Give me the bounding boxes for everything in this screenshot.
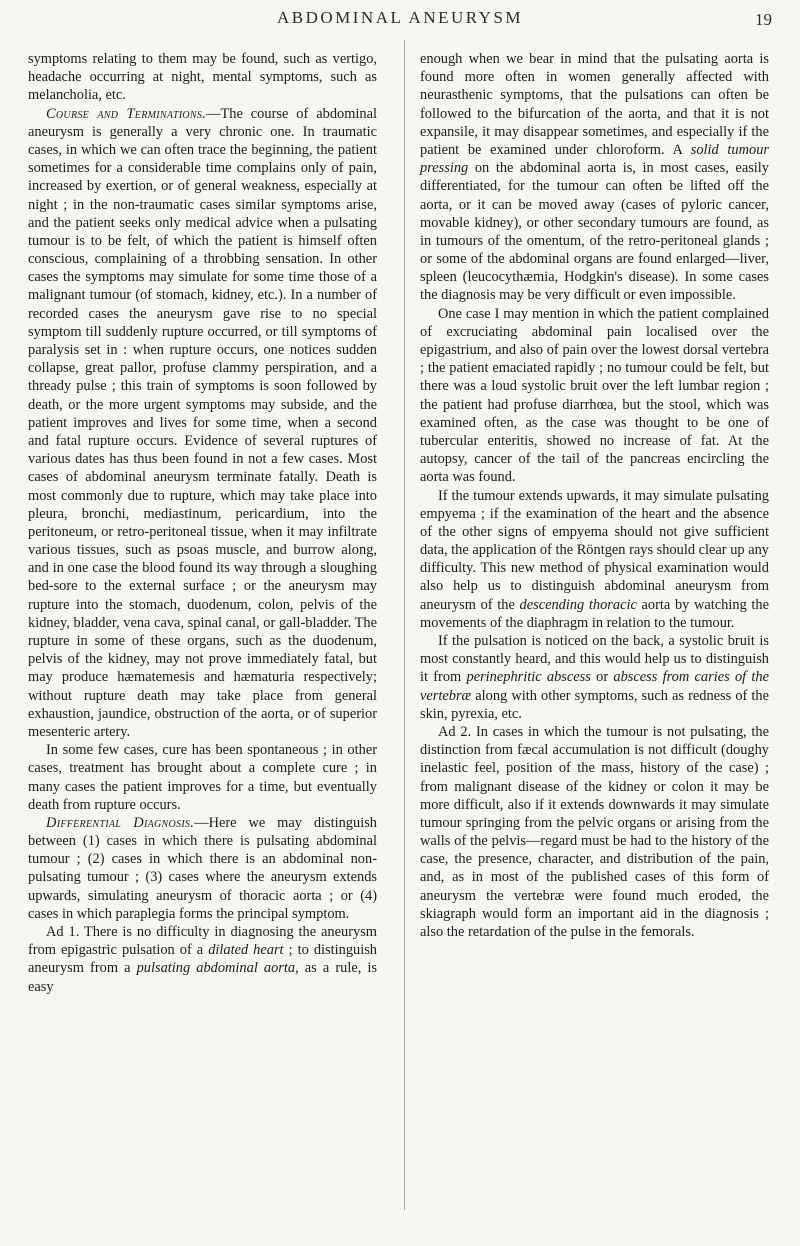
paragraph: One case I may mention in which the patient complained of excruciating abdominal pain localised over the epigastrium, and also of pain over the lowest dorsal vertebra ; the patient emaciated rapidly ; no tumour could be felt, but there was a loud systolic bruit over the left lumbar region ; the patient had profuse diarrhœa, but the stool, which was examined often, as the case was thought to be one of tubercular enteritis, showed no increase of fat. At the autopsy, cancer of the tail of the pancreas encircling the aorta was found. — [420, 305, 769, 486]
running-title: ABDOMINAL ANEURYSM — [276, 8, 524, 27]
section-heading: Differential Diagnosis. — [46, 814, 195, 831]
italic-term: abscess from caries of the vertebræ — [420, 669, 770, 704]
paragraph-text: , as a rule, is easy — [28, 960, 377, 995]
paragraph-text: —The course of abdominal aneurysm is generally a very chronic one. In traumatic cases, in which we can often trace the beginning, the patient sometimes for a considerable time complains only of pain, increased by exertion, or of general weakness, especially at night ; in the non-traumatic cases similar symptoms arise, and the patient seeks only medical advice when a pulsating tumour is to be felt, of which the patient is himself often conscious, complaining of a throbbing sensation. In other cases the symptoms may simulate for some time those of a malignant tumour (of stomach, kidney, etc.). In a number of recorded cases the aneurysm gave rise to no special symptom till suddenly rupture occurred, or till symptoms of paralysis set in : when rupture occurs, one notices sudden collapse, great pallor, profuse clammy perspiration, and a thready pulse ; this train of symptoms is soon followed by death, or the more urgent symptoms may subside, and the patient improves and lives for some time, when a second and fatal rupture occurs. Evidence of several ruptures of various dates has thus been found in not a few cases. Most cases of abdominal aneurysm terminate fatally. Death is most commonly due to rupture, which may take place into pleura, bronchi, mediastinum, pericardium, into the peritoneum, or retro-peritoneal tissue, when it may infiltrate various tissues, such as psoas muscle, and burrow along, and in one case the blood found its way through a sloughing bed-sore to the external surface ; or the aneurysm may rupture into the stomach, duodenum, colon, pelvis of the kidney, bladder, vena cava, spinal canal, or gall-bladder. The rupture in some of these organs, such as the duodenum, pelvis of the kidney, may not prove immediately fatal, but may produce hæmatemesis and hæmaturia respectively; without rupture death may take place from general exhaustion, jaundice, obstruction of the aorta, or of superior mesenteric artery. — [28, 105, 377, 740]
paragraph-text: on the abdominal aorta is, in most cases, easily differentiated, for the tumour can often be lifted off the aorta, or it can be moved away (cases of pyloric cancer, movable kidney), or other secondary tumours are found, as in tumours of the omentum, of the retro-peritoneal glands ; or some of the abdominal organs are found enlarged—liver, spleen (leucocythæmia, Hodgkin's disease). In some cases the diagnosis may be very difficult or even impossible. — [420, 160, 769, 304]
paragraph — [28, 105, 377, 742]
paragraph-text: If the pulsation is noticed on the back, a systolic bruit is most constantly heard, and this would help us to distinguish it from — [420, 633, 769, 686]
paragraph — [28, 923, 377, 996]
paragraph-text: If the tumour extends upwards, it may simulate pulsating empyema ; if the examination of the heart and the absence of the other signs of empyema should not give sufficient data, the application of the Röntgen rays should clear up any difficulty. This new method of physical examination would also help us to distinguish abdominal aneurysm from aneurysm of the — [420, 487, 769, 613]
italic-term: dilated heart — [208, 942, 284, 959]
italic-term: pulsating abdominal aorta — [136, 960, 296, 977]
page-number: 19 — [755, 10, 772, 29]
paragraph-text: aorta by watching the movements of the diaphragm in relation to the tumour. — [420, 596, 770, 631]
paragraph-text: along with other symptoms, such as redness of the skin, pyrexia, etc. — [420, 687, 769, 722]
paragraph-text: enough when we bear in mind that the pulsating aorta is found more often in women generally affected with neurasthenic symptoms, that the pulsations can often be followed to the bifurcation of the aorta, and that it is not expansile, it may disappear sometimes, and especially if the patient be examined under chloroform. A — [420, 51, 769, 158]
paragraph — [420, 632, 769, 723]
paragraph: Ad 2. In cases in which the tumour is not pulsating, the distinction from fæcal accumulation is not difficult (doughy inelastic feel, position of the mass, history of the case) ; from malignant disease of the kidney or colon it may be more difficult, also if it extends downwards it may simulate tumour springing from the pelvic organs or arising from the walls of the pelvis—regard must be had to the history of the case, the presence, character, and distribution of the pain, and, as in most of the published cases of this form of aneurysm the vertebræ were found much eroded, the skiagraph would form an important aid in the diagnosis ; also the retardation of the pulse in the femorals. — [420, 723, 769, 940]
paragraph-text: or — [590, 669, 614, 686]
left-column — [28, 50, 377, 996]
paragraph-text: Ad 1. There is no difficulty in diagnosing the aneurysm from epigastric pulsation of a — [28, 924, 377, 959]
paragraph: In some few cases, cure has been spontaneous ; in other cases, treatment has brought about a complete cure ; in many cases the patient improves for a time, but eventually death from rupture occurs. — [28, 742, 377, 813]
paragraph — [420, 487, 769, 633]
paragraph-text: ; to distinguish aneurysm from a — [28, 942, 377, 977]
section-heading: Course and Terminations. — [46, 105, 207, 122]
running-head — [0, 6, 800, 34]
paragraph: symptoms relating to them may be found, such as vertigo, headache occurring at night, mental symptoms, such as melancholia, etc. — [28, 51, 377, 104]
column-divider — [404, 40, 405, 1210]
italic-term: perinephritic abscess — [466, 669, 591, 686]
paragraph — [28, 814, 377, 923]
right-column — [420, 50, 769, 941]
italic-term: solid tumour pressing — [420, 141, 769, 177]
paragraph — [420, 50, 769, 305]
paragraph-text: —Here we may distinguish between (1) cases in which there is pulsating abdominal tumour ; (2) cases in which there is an abdominal non-pulsating tumour ; (3) cases where the aneurysm extends upwards, simulating aneurysm of thoracic aorta ; or (4) cases in which paraplegia forms the principal symptom. — [28, 814, 377, 922]
italic-term: descending thoracic — [519, 596, 637, 613]
